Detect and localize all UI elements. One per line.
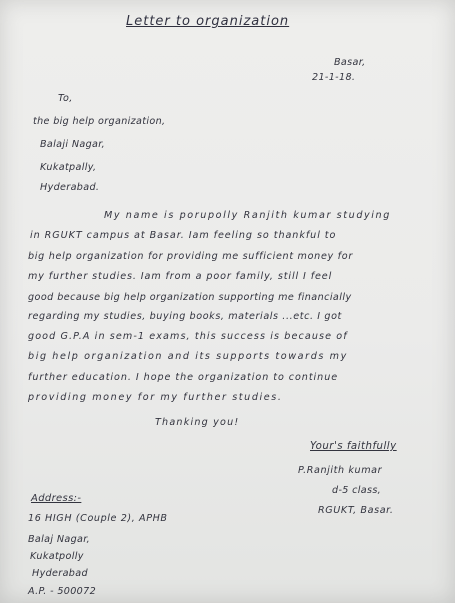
body-line: good G.P.A in sem-1 exams, this success is because of — [28, 331, 348, 342]
address-line: Hyderabad — [32, 568, 88, 579]
body-line: big help organization for providing me sufficient money for — [28, 251, 353, 262]
closing-institute: RGUKT, Basar. — [318, 505, 394, 516]
address-line: 16 HIGH (Couple 2), APHB — [28, 513, 168, 524]
page-title: Letter to organization — [126, 14, 290, 29]
body-line: further education. I hope the organization to continue — [28, 372, 339, 383]
body-line: in RGUKT campus at Basar. Iam feeling so thankful to — [30, 230, 337, 241]
closing-class: d-5 class, — [332, 485, 382, 496]
body-line: good because big help organization supporting me financially — [28, 292, 352, 303]
address-line: A.P. - 500072 — [28, 586, 97, 597]
letter-date: 21-1-18. — [312, 72, 356, 83]
address-heading: Address:- — [31, 493, 82, 504]
recipient-line: the big help organization, — [33, 116, 166, 127]
body-line: big help organization and its supports towards my — [28, 351, 348, 362]
closing-salutation: Your's faithfully — [310, 441, 397, 452]
salutation-to: To, — [58, 93, 73, 104]
address-line: Balaj Nagar, — [28, 534, 91, 545]
letter-place: Basar, — [334, 57, 366, 68]
body-line: regarding my studies, buying books, materials ...etc. I got — [28, 311, 342, 322]
body-line: providing money for my further studies. — [28, 392, 283, 403]
address-line: Kukatpolly — [30, 551, 84, 562]
recipient-line: Kukatpally, — [40, 162, 97, 173]
thanking-line: Thanking you! — [155, 417, 240, 428]
body-line: my further studies. Iam from a poor family, still I feel — [28, 271, 333, 282]
body-line: My name is porupolly Ranjith kumar studying — [104, 210, 391, 221]
recipient-line: Hyderabad. — [40, 182, 100, 193]
recipient-line: Balaji Nagar, — [40, 139, 106, 150]
closing-name: P.Ranjith kumar — [298, 465, 383, 476]
